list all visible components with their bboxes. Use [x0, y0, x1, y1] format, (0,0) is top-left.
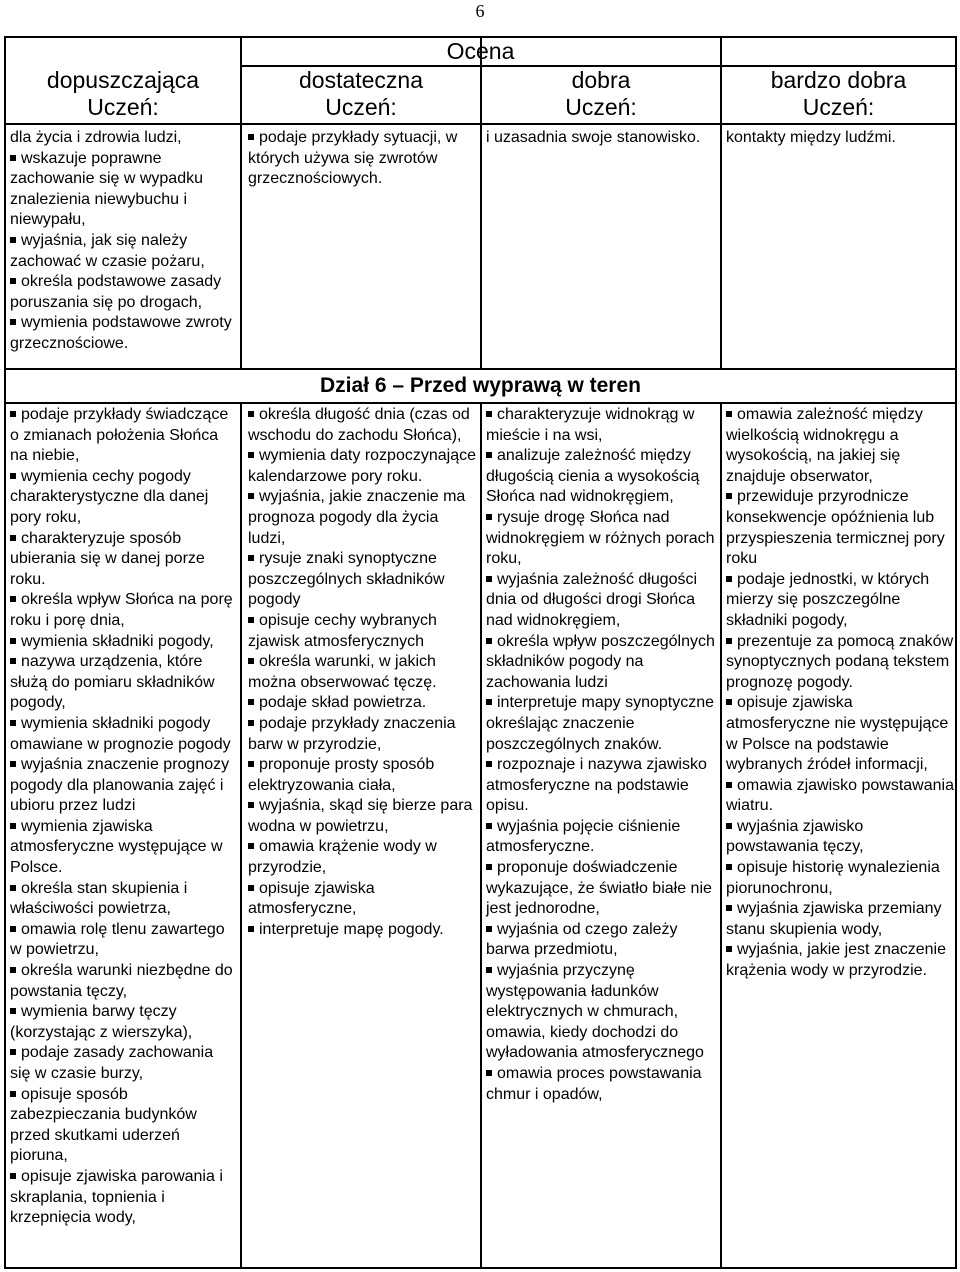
bullet-icon — [486, 761, 492, 767]
list-item — [248, 796, 477, 837]
bullet-icon — [486, 926, 492, 932]
list-item-text: wyjaśnia zjawiska przemiany stanu skupienia wody, — [726, 900, 942, 938]
bullet-icon — [486, 967, 492, 973]
list-item-text: określa podstawowe zasady poruszania się po drogach, — [10, 273, 222, 311]
list-item-text: rysuje znaki synoptyczne poszczególnych składników pogody — [248, 550, 445, 609]
list-item-text: interpretuje mapy synoptyczne określając znaczenie poszczególnych znaków. — [486, 694, 714, 753]
list-item — [726, 776, 957, 817]
grade-header-bardzo-dobra — [722, 67, 955, 123]
list-item — [248, 879, 477, 920]
bullet-icon — [248, 720, 254, 726]
bullet-icon — [486, 576, 492, 582]
grade-header-dostateczna — [242, 67, 480, 123]
list-item-text: wymienia barwy tęczy (korzystając z wierszyka), — [10, 1003, 193, 1041]
bullet-icon — [726, 905, 732, 911]
cell-s1-dopuszczajaca — [10, 128, 236, 355]
bullet-icon — [10, 155, 16, 161]
bullet-icon — [248, 761, 254, 767]
bullet-icon — [486, 514, 492, 520]
list-item — [248, 837, 477, 878]
list-item — [10, 1085, 237, 1167]
list-item-text: określa warunki niezbędne do powstania tęczy, — [10, 962, 233, 1000]
list-item — [10, 405, 237, 467]
list-item — [486, 920, 718, 961]
list-item-text: podaje przykłady świadczące o zmianach położenia Słońca na niebie, — [10, 406, 229, 465]
list-item — [10, 817, 237, 879]
list-item — [726, 817, 957, 858]
list-item-text: wyjaśnia pojęcie ciśnienie atmosferyczne. — [486, 817, 681, 856]
bullet-icon — [10, 1173, 16, 1179]
list-item-text: opisuje zjawiska atmosferyczne nie występujące w Polsce na podstawie wybranych źródeł informacji, — [726, 694, 949, 774]
list-item-text: wyjaśnia przyczynę występowania ładunków elektrycznych w chmurach, omawia, kiedy dochodzi do wyładowania atmosferycznego — [486, 962, 704, 1062]
list-item — [10, 149, 236, 231]
list-item — [248, 446, 477, 487]
list-item — [10, 714, 237, 755]
list-item — [10, 652, 237, 714]
list-item-text: wyjaśnia zależność długości dnia od długości drogi Słońca nad widnokręgiem, — [486, 570, 698, 629]
list-item-text: podaje przykłady sytuacji, w których używa się zwrotów grzecznościowych. — [248, 129, 458, 188]
cell-s1-dobra — [486, 128, 716, 149]
list-item-text: określa wpływ Słońca na porę roku i porę dnia, — [10, 591, 233, 629]
grade-header-dobra — [482, 67, 720, 123]
bullet-icon — [10, 761, 16, 767]
list-item-text: charakteryzuje widnokrąg w mieście i na wsi, — [486, 406, 695, 444]
list-item — [10, 961, 237, 1002]
list-item — [10, 755, 237, 817]
bullet-icon — [248, 843, 254, 849]
list-item-text: omawia proces powstawania chmur i opadów, — [486, 1065, 702, 1103]
list-item — [486, 1064, 718, 1105]
list-item-text: dla życia i zdrowia ludzi, — [10, 129, 182, 146]
list-item-text: interpretuje mapę pogody. — [259, 920, 444, 938]
bullet-icon — [248, 885, 254, 891]
list-item — [248, 714, 477, 755]
bullet-icon — [486, 864, 492, 870]
list-item — [486, 755, 718, 817]
cell-s2-dopuszczajaca — [10, 405, 237, 1229]
list-item-text: przewiduje przyrodnicze konsekwencje opóźnienia lub przyspieszenia termicznej pory roku — [726, 488, 945, 568]
list-item-text: i uzasadnia swoje stanowisko. — [486, 129, 701, 146]
list-item — [726, 899, 957, 940]
list-item — [10, 1043, 237, 1084]
bullet-icon — [726, 699, 732, 705]
bullet-icon — [486, 452, 492, 458]
list-item-text: wskazuje poprawne zachowanie się w wypadku znalezienia niewybuchu i niewypału, — [10, 149, 203, 229]
bullet-icon — [10, 473, 16, 479]
bullet-icon — [10, 535, 16, 541]
bullet-icon — [10, 278, 16, 284]
bullet-icon — [726, 493, 732, 499]
list-item-text: opisuje zjawiska parowania i skraplania, topnienia i krzepnięcia wody, — [10, 1167, 223, 1227]
list-item — [248, 405, 477, 446]
bullet-icon — [10, 638, 16, 644]
list-item — [10, 272, 236, 313]
bullet-icon — [726, 946, 732, 952]
grade-sub: Uczeń: — [802, 94, 875, 120]
bullet-icon — [726, 782, 732, 788]
list-item — [726, 570, 957, 632]
list-item — [486, 693, 718, 755]
list-item-text: wymienia daty rozpoczynające kalendarzowe pory roku. — [248, 447, 476, 485]
list-item-text: określa długość dnia (czas od wschodu do zachodu Słońca), — [248, 406, 470, 444]
bullet-icon — [248, 555, 254, 561]
list-item — [248, 755, 477, 796]
bullet-icon — [10, 658, 16, 664]
bullet-icon — [248, 452, 254, 458]
bullet-icon — [10, 967, 16, 973]
list-item — [248, 920, 477, 941]
list-item — [486, 961, 718, 1064]
bullet-icon — [10, 885, 16, 891]
bullet-icon — [726, 823, 732, 829]
list-item — [248, 549, 477, 611]
list-item — [248, 487, 477, 549]
grade-name: dopuszczająca — [46, 67, 200, 93]
grade-sub: Uczeń: — [325, 94, 397, 120]
grade-header-dopuszczajaca — [6, 67, 240, 123]
bullet-icon — [10, 237, 16, 243]
list-item — [248, 693, 477, 714]
bullet-icon — [486, 638, 492, 644]
section-title: Dział 6 – Przed wyprawą w teren — [320, 374, 641, 397]
list-item — [486, 405, 718, 446]
list-item-text: omawia zależność między wielkością widnokręgu a wysokością, na jakiej się znajduje obserwator, — [726, 406, 923, 485]
list-item — [726, 405, 957, 487]
list-item-text: wyjaśnia od czego zależy barwa przedmiotu, — [486, 920, 678, 959]
cell-s1-dostateczna — [248, 128, 476, 190]
list-item-text: opisuje historię wynalezienia piorunochronu, — [726, 859, 940, 897]
list-item — [10, 128, 236, 149]
list-item-text: określa warunki, w jakich można obserwować tęczę. — [248, 653, 437, 691]
list-item — [486, 570, 718, 632]
list-item-text: wyjaśnia znaczenie prognozy pogody dla planowania zajęć i ubioru przez ludzi — [10, 756, 230, 815]
list-item — [726, 128, 954, 149]
list-item-text: nazywa urządzenia, które służą do pomiaru składników pogody, — [10, 653, 215, 712]
cell-s2-dobra — [486, 405, 718, 1105]
column-divider — [720, 38, 722, 1267]
list-item — [10, 467, 237, 529]
list-item-text: wyjaśnia, skąd się bierze para wodna w powietrzu, — [248, 797, 473, 835]
page-number: 6 — [475, 1, 485, 21]
list-item — [486, 128, 716, 149]
list-item — [486, 817, 718, 858]
list-item-text: prezentuje za pomocą znaków synoptycznych podaną tekstem prognozę pogody. — [726, 632, 954, 691]
bullet-icon — [10, 1049, 16, 1055]
bullet-icon — [248, 699, 254, 705]
grade-name: dobra — [571, 67, 631, 93]
table-title: Ocena — [446, 38, 515, 64]
bullet-icon — [726, 576, 732, 582]
list-item-text: wymienia podstawowe zwroty grzecznościowe. — [10, 314, 232, 352]
bullet-icon — [726, 411, 732, 417]
bullet-icon — [248, 493, 254, 499]
bullet-icon — [726, 638, 732, 644]
list-item — [10, 879, 237, 920]
list-item-text: wymienia cechy pogody charakterystyczne dla danej pory roku, — [10, 467, 209, 526]
bullet-icon — [486, 823, 492, 829]
cell-s2-dostateczna — [248, 405, 477, 940]
list-item-text: charakteryzuje sposób ubierania się w danej porze roku. — [10, 529, 205, 588]
bullet-icon — [248, 134, 254, 140]
bullet-icon — [10, 319, 16, 325]
list-item — [10, 920, 237, 961]
bullet-icon — [10, 720, 16, 726]
list-item — [726, 940, 957, 981]
list-item — [486, 508, 718, 570]
list-item-text: opisuje cechy wybranych zjawisk atmosferycznych — [248, 611, 437, 650]
grade-name: bardzo dobra — [770, 67, 907, 93]
list-item-text: analizuje zależność między długością cienia a wysokością Słońca nad widnokręgiem, — [486, 447, 700, 506]
list-item — [248, 128, 476, 190]
list-item — [10, 590, 237, 631]
list-item-text: omawia rolę tlenu zawartego w powietrzu, — [10, 920, 225, 959]
bullet-icon — [248, 658, 254, 664]
cell-s1-bardzo-dobra — [726, 128, 954, 149]
list-item-text: wyjaśnia, jak się należy zachować w czasie pożaru, — [10, 231, 205, 270]
list-item — [486, 632, 718, 694]
list-item — [10, 1167, 237, 1229]
list-item — [248, 652, 477, 693]
list-item — [10, 231, 236, 272]
list-item-text: podaje skład powietrza. — [259, 694, 427, 712]
cell-s2-bardzo-dobra — [726, 405, 957, 982]
list-item-text: wyjaśnia zjawisko powstawania tęczy, — [726, 817, 864, 856]
list-item-text: kontakty między ludźmi. — [726, 129, 896, 146]
list-item-text: opisuje zjawiska atmosferyczne, — [248, 879, 375, 918]
column-divider — [480, 38, 482, 1267]
list-item — [10, 529, 237, 591]
list-item — [726, 487, 957, 569]
bullet-icon — [10, 596, 16, 602]
list-item-text: proponuje doświadczenie wykazujące, że światło białe nie jest jednorodne, — [486, 859, 712, 918]
list-item-text: omawia zjawisko powstawania wiatru. — [726, 776, 954, 815]
row-divider — [6, 402, 955, 404]
list-item-text: rysuje drogę Słońca nad widnokręgiem w różnych porach roku, — [486, 508, 715, 568]
bullet-icon — [486, 699, 492, 705]
list-item-text: podaje przykłady znaczenia barw w przyrodzie, — [248, 714, 456, 753]
bullet-icon — [10, 823, 16, 829]
list-item-text: opisuje sposób zabezpieczania budynków przed skutkami uderzeń pioruna, — [10, 1085, 197, 1165]
row-divider — [6, 123, 955, 125]
grading-table — [4, 36, 957, 1269]
list-item — [726, 858, 957, 899]
grade-sub: Uczeń: — [565, 94, 637, 120]
list-item-text: wyjaśnia, jakie jest znaczenie krążenia wody w przyrodzie. — [726, 941, 946, 980]
list-item-text: wymienia zjawiska atmosferyczne występujące w Polsce. — [10, 817, 223, 877]
bullet-icon — [248, 411, 254, 417]
list-item — [10, 313, 236, 354]
bullet-icon — [10, 411, 16, 417]
list-item-text: wymienia składniki pogody omawiane w prognozie pogody — [10, 714, 231, 753]
list-item — [726, 632, 957, 694]
list-item — [486, 446, 718, 508]
list-item — [10, 632, 237, 653]
bullet-icon — [10, 1008, 16, 1014]
list-item-text: wymienia składniki pogody, — [21, 632, 214, 650]
list-item — [726, 693, 957, 775]
list-item-text: podaje zasady zachowania się w czasie burzy, — [10, 1044, 214, 1082]
list-item — [10, 1002, 237, 1043]
list-item-text: rozpoznaje i nazywa zjawisko atmosferyczne na podstawie opisu. — [486, 756, 707, 815]
list-item — [248, 611, 477, 652]
list-item-text: określa stan skupienia i właściwości powietrza, — [10, 879, 188, 918]
grade-name: dostateczna — [298, 67, 424, 93]
list-item-text: określa wpływ poszczególnych składników pogody na zachowania ludzi — [486, 632, 715, 691]
bullet-icon — [486, 1070, 492, 1076]
bullet-icon — [486, 411, 492, 417]
bullet-icon — [10, 926, 16, 932]
grade-sub: Uczeń: — [87, 94, 159, 120]
bullet-icon — [248, 926, 254, 932]
list-item-text: omawia krążenie wody w przyrodzie, — [248, 838, 437, 877]
column-divider — [240, 38, 242, 1267]
list-item-text: wyjaśnia, jakie znaczenie ma prognoza pogody dla życia ludzi, — [248, 488, 466, 547]
bullet-icon — [248, 802, 254, 808]
bullet-icon — [726, 864, 732, 870]
list-item-text: podaje jednostki, w których mierzy się poszczególne składniki pogody, — [726, 570, 930, 629]
bullet-icon — [10, 1091, 16, 1097]
list-item-text: proponuje prosty sposób elektryzowania ciała, — [248, 756, 435, 794]
list-item — [486, 858, 718, 920]
bullet-icon — [248, 617, 254, 623]
